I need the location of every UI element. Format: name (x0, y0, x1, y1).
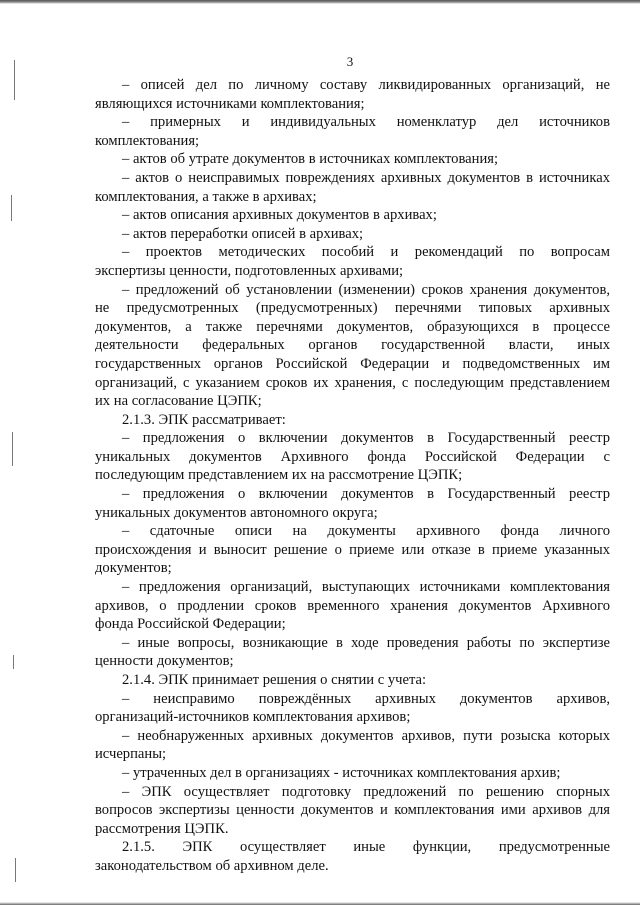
document-body (95, 76, 610, 876)
text-line: – ЭПК осуществляет подготовку предложений по решению спорных (122, 783, 610, 800)
text-line: их на согласование ЦЭПК; (95, 393, 262, 410)
text-line: – примерных и индивидуальных номенклатур дел источников (122, 114, 610, 131)
text-line: – проектов методических пособий и рекомендаций по вопросам (122, 244, 610, 261)
page-number: 3 (346, 54, 354, 69)
text-line: – иные вопросы, возникающие в ходе проведения работы по экспертизе (122, 634, 610, 651)
text-line: уникальных документов Архивного фонда Российской Федерации с (95, 448, 610, 465)
text-line: – предложения организаций, выступающих источниками комплектования (122, 579, 610, 596)
text-line: – актов об утрате документов в источниках комплектования; (122, 151, 499, 168)
text-line: комплектования, а также в архивах; (95, 188, 317, 205)
text-line: уникальных документов автономного округа; (95, 504, 378, 521)
text-line: деятельности федеральных органов государственной власти, иных (95, 337, 610, 354)
text-line: являющихся источниками комплектования; (95, 95, 365, 112)
text-line: – предложения о включении документов в Государственный реестр (122, 430, 610, 447)
text-line: вопросов экспертизы ценности документов и комплектования ими архивов для (95, 802, 610, 819)
text-line: 2.1.4. ЭПК принимает решения о снятии с учета: (122, 672, 427, 688)
text-line: не предусмотренных (предусмотренных) перечнями типовых архивных (95, 300, 610, 317)
text-line: происхождения и выносит решение о приеме или отказе в приеме указанных (95, 541, 610, 558)
text-line: организаций-источников комплектования архивов; (95, 709, 411, 726)
text-line: – предложений об установлении (изменении) сроков хранения документов, (122, 281, 610, 298)
text-line: – актов о неисправимых повреждениях архивных документов в источниках (122, 169, 610, 186)
text-line: государственных органов Российской Федерации и подведомственных им (95, 355, 610, 372)
text-line: фонда Российской Федерации; (95, 616, 286, 633)
text-line: – актов переработки описей в архивах; (122, 225, 364, 242)
text-line: – необнаруженных архивных документов архивов, пути розыска которых (122, 727, 610, 744)
text-line: – предложения о включении документов в Государственный реестр (122, 486, 610, 503)
text-line: документов, а также перечнями документов, образующихся в процессе (95, 318, 610, 335)
text-line: – актов описания архивных документов в архивах; (122, 207, 437, 224)
text-line: рассмотрения ЦЭПК. (95, 820, 229, 837)
text-line: последующим представлением их на рассмотрение ЦЭПК; (95, 467, 463, 484)
text-line: – утраченных дел в организациях - источниках комплектования архив; (122, 764, 561, 781)
text-line: ценности документов; (95, 653, 234, 670)
text-line: исчерпаны; (95, 746, 167, 763)
scan-margin-mark (12, 432, 13, 466)
scan-edge-top (0, 0, 640, 4)
text-line: документов; (95, 560, 172, 577)
text-line: 2.1.5. ЭПК осуществляет иные функции, предусмотренные (122, 839, 610, 856)
text-line: – сдаточные описи на документы архивного фонда личного (122, 523, 610, 540)
text-line: архивов, о продлении сроков временного хранения документов Архивного (95, 597, 610, 614)
text-line: экспертизы ценности, подготовленных архивами; (95, 262, 404, 279)
text-line: комплектования; (95, 132, 200, 149)
scan-margin-mark (11, 195, 12, 221)
text-line: 2.1.3. ЭПК рассматривает: (122, 411, 286, 428)
scan-margin-mark (13, 655, 14, 669)
text-line: – описей дел по личному составу ликвидированных организаций, не (122, 77, 610, 93)
text-line: законодательством об архивном деле. (95, 857, 329, 874)
text-line: организаций, с указанием сроков их хранения, с последующим представлением (95, 374, 610, 391)
text-line: – неисправимо повреждённых архивных документов архивов, (122, 690, 610, 707)
scan-margin-mark (15, 858, 16, 882)
